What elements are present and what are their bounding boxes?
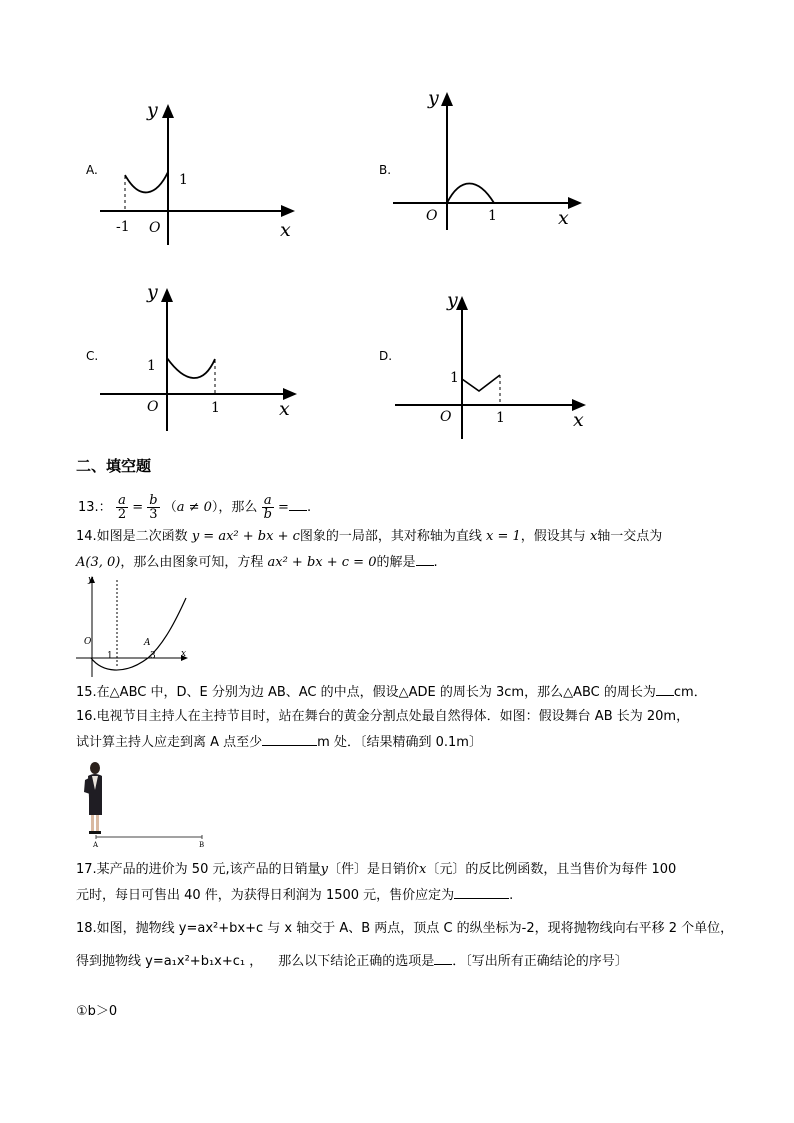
question-14-line1: 14.如图是二次函数 y = ax² + bx + c图象的一局部，其对称轴为直线 x = 1，假设其与 x轴一交点为 <box>76 529 663 544</box>
svg-text:1: 1 <box>496 410 505 426</box>
graph-b <box>390 82 590 232</box>
svg-text:A: A <box>144 638 151 648</box>
option-b-label: B. <box>379 163 392 177</box>
svg-text:3: 3 <box>150 651 156 661</box>
host-stage-figure <box>80 760 210 848</box>
option-a-label: A. <box>86 163 98 177</box>
svg-text:y: y <box>447 289 458 311</box>
graph-d <box>390 286 600 446</box>
svg-text:y: y <box>147 99 158 121</box>
svg-text:O: O <box>149 220 161 236</box>
question-16-line2: 试计算主持人应走到离 A 点至少 m 处．〔结果精确到 0.1m〕 <box>76 735 482 750</box>
option-d-label: D. <box>379 349 393 363</box>
svg-text:x: x <box>181 649 187 659</box>
svg-text:O: O <box>440 409 452 425</box>
svg-text:x: x <box>279 398 290 420</box>
question-17-line2: 元时，每日可售出 40 件，为获得日利润为 1500 元，售价应定为 . <box>76 888 514 903</box>
question-17-line1: 17.某产品的进价为 50 元,该产品的日销量y〔件〕是日销价x〔元〕的反比例函数，且当售价为每件 100 <box>76 862 677 877</box>
question-18-option-1: ①b＞0 <box>76 1004 118 1019</box>
svg-text:A: A <box>93 841 99 848</box>
svg-text:1: 1 <box>211 400 220 416</box>
svg-text:O: O <box>147 399 159 415</box>
svg-text:x: x <box>558 207 569 229</box>
svg-text:1: 1 <box>107 651 113 661</box>
question-15: 15.在△ABC 中，D、E 分别为边 AB、AC 的中点，假设△ADE 的周长为 3cm，那么△ABC 的周长为 cm． <box>76 685 707 700</box>
svg-text:y: y <box>428 87 439 109</box>
question-14-line2: A(3, 0)，那么由图象可知，方程 ax² + bx + c = 0的解是 . <box>76 555 438 570</box>
option-c-label: C. <box>86 349 99 363</box>
section-title: 二、填空题 <box>76 457 152 475</box>
svg-text:B: B <box>199 841 205 848</box>
svg-text:y: y <box>147 281 158 303</box>
question-18-line1: 18.如图，抛物线 y=ax²+bx+c 与 x 轴交于 A、B 两点，顶点 C 的纵坐标为-2，现将抛物线向右平移 2 个单位， <box>76 921 734 936</box>
svg-text:-1: -1 <box>116 219 130 235</box>
question-16-line1: 16.电视节目主持人在主持节目时，站在舞台的黄金分割点处最自然得体．如图：假设舞台 AB 长为 20m， <box>76 709 690 724</box>
svg-text:1: 1 <box>488 208 497 224</box>
graph-c <box>95 278 305 438</box>
svg-text:O: O <box>84 637 92 647</box>
svg-text:x: x <box>280 219 291 241</box>
graph-a <box>95 90 305 250</box>
svg-text:1: 1 <box>179 172 188 188</box>
svg-text:1: 1 <box>450 370 459 386</box>
svg-text:O: O <box>426 208 438 224</box>
question-14-figure <box>74 572 194 680</box>
svg-text:x: x <box>573 409 584 431</box>
question-13: 13.： a 2 = b 3 （a ≠ 0），那么 a b = . <box>78 493 312 522</box>
svg-text:y: y <box>88 575 94 585</box>
svg-text:1: 1 <box>147 358 156 374</box>
question-18-line2: 得到抛物线 y=a₁x²+b₁x+c₁ ， 那么以下结论正确的选项是 ．〔写出所有正确结论的序号〕 <box>76 954 628 969</box>
host-head <box>90 762 100 774</box>
